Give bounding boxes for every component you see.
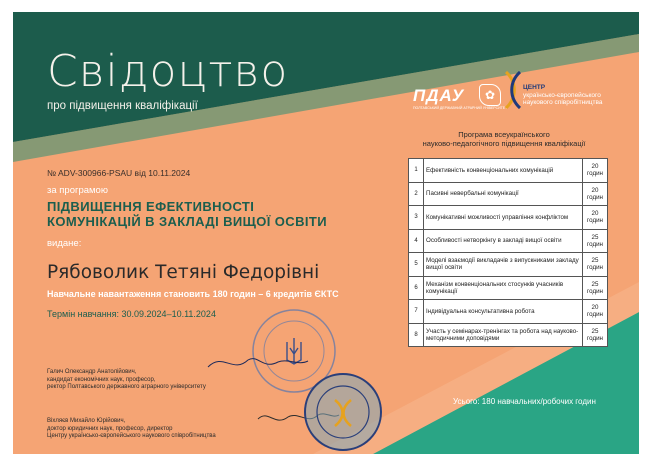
row-hours-cell (583, 276, 608, 300)
certificate-title: Свідоцтво (47, 46, 289, 97)
row-hours-unit: годин (587, 193, 603, 201)
row-topic: Особливості нетворкінгу в закладі вищої освіти (424, 229, 583, 253)
row-number: 1 (409, 159, 424, 183)
course-title-line2: КОМУНІКАЦІЙ В ЗАКЛАДІ ВИЩОЇ ОСВІТИ (47, 214, 327, 229)
registration-number: № ADV-300966-PSAU від 10.11.2024 (47, 168, 191, 178)
signature-block-1 (47, 369, 206, 392)
row-hours-cell (583, 206, 608, 230)
signature-block-2 (47, 418, 216, 441)
center-seal (303, 372, 383, 452)
signatory-1-name: Галич Олександр Анатолійович, (47, 369, 137, 375)
row-topic: Ефективність конвенціональних комунікацій (424, 159, 583, 183)
row-hours: 20 (591, 304, 599, 312)
course-title-line1: ПІДВИЩЕННЯ ЕФЕКТИВНОСТІ (47, 199, 255, 214)
row-number: 8 (409, 323, 424, 347)
row-hours-cell (583, 229, 608, 253)
program-row (409, 159, 608, 183)
row-hours-cell (583, 300, 608, 324)
center-logo-line1: ЦЕНТР (523, 84, 546, 91)
total-hours: Усього: 180 навчальних/робочих годин (453, 397, 596, 406)
row-hours-cell (583, 323, 608, 347)
row-hours-unit: годин (587, 334, 603, 342)
leaf-icon: ✿ (479, 84, 501, 106)
row-hours: 20 (591, 186, 599, 194)
certificate-subtitle: про підвищення кваліфікації (47, 100, 198, 112)
row-topic: Комунікативні можливості управління конфліктом (424, 206, 583, 230)
certificate (13, 12, 639, 454)
term-text: Термін навчання: 30.09.2024–10.11.2024 (47, 309, 216, 319)
program-title-line2: науково-педагогічного підвищення кваліфікації (422, 139, 586, 148)
center-logo-line3: наукового співробітництва (523, 99, 603, 106)
workload-text: Навчальне навантаження становить 180 годин – 6 кредитів ЄКТС (47, 289, 339, 299)
row-hours-unit: годин (587, 240, 603, 248)
program-row (409, 229, 608, 253)
program-table (408, 158, 608, 347)
center-logo-icon (503, 70, 523, 110)
row-topic: Індивідуальна консультативна робота (424, 300, 583, 324)
row-hours-cell (583, 182, 608, 206)
row-hours: 20 (591, 163, 599, 171)
row-topic: Участь у семінарах-тренінгах та робота над науково-методичними доповідями (424, 323, 583, 347)
row-hours-unit: годин (587, 311, 603, 319)
signature-1 (203, 352, 313, 374)
program-row (409, 206, 608, 230)
signatory-1-title: кандидат економічних наук, професор, (47, 376, 156, 383)
row-topic: Моделі взаємодії викладачів з випускниками закладу вищої освіти (424, 253, 583, 277)
row-number: 4 (409, 229, 424, 253)
row-topic: Механізм конвенціональних стосунків учасників комунікації (424, 276, 583, 300)
row-hours-unit: годин (587, 264, 603, 272)
row-hours: 25 (591, 257, 599, 265)
program-row (409, 253, 608, 277)
pdau-logo: ПДАУ (413, 86, 465, 105)
row-hours: 20 (591, 210, 599, 218)
row-hours-unit: годин (587, 170, 603, 178)
row-number: 6 (409, 276, 424, 300)
recipient-name: Рябоволик Тетяні Федорівні (47, 262, 320, 283)
center-logo-line2: українсько-європейського (523, 91, 601, 99)
program-title (399, 130, 609, 148)
row-hours: 25 (591, 327, 599, 335)
row-number: 3 (409, 206, 424, 230)
row-number: 5 (409, 253, 424, 277)
row-hours: 25 (591, 280, 599, 288)
pdau-logo-subtitle: ПОЛТАВСЬКИЙ ДЕРЖАВНИЙ АГРАРНИЙ УНІВЕРСИТЕТ (413, 106, 508, 110)
row-number: 2 (409, 182, 424, 206)
program-row (409, 276, 608, 300)
program-row (409, 323, 608, 347)
signatory-2-name: Віхляєв Михайло Юрійович, (47, 418, 126, 424)
row-hours: 25 (591, 233, 599, 241)
row-hours-unit: годин (587, 287, 603, 295)
program-label: за програмою (47, 185, 108, 196)
row-number: 7 (409, 300, 424, 324)
center-logo-text (523, 84, 603, 107)
signatory-2-title: доктор юридичних наук, професор, директор (47, 425, 173, 432)
program-row (409, 300, 608, 324)
row-topic: Пасивні невербальні комунікації (424, 182, 583, 206)
signatory-2-position: Центру українсько-європейського наукового співробітництва (47, 433, 216, 439)
row-hours-cell (583, 253, 608, 277)
row-hours-cell (583, 159, 608, 183)
course-title (47, 199, 327, 229)
issued-label: видане: (47, 238, 82, 249)
signatory-1-position: ректор Полтавського державного аграрного університету (47, 384, 206, 390)
program-title-line1: Програма всеукраїнського (458, 130, 550, 139)
row-hours-unit: годин (587, 217, 603, 225)
program-row (409, 182, 608, 206)
